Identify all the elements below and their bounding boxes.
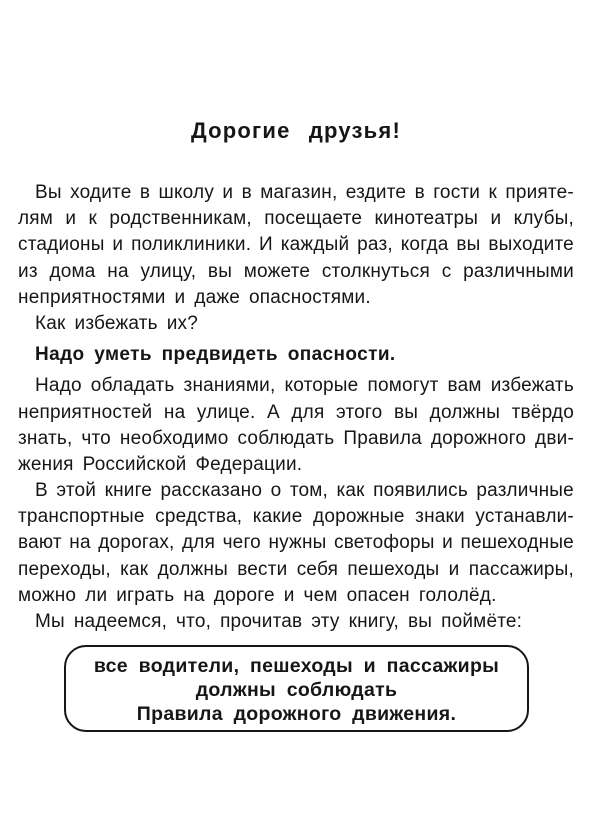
text-line: вают на дорогах, для чего нужны светофоры и пешеходные [18,532,574,554]
rules-box-line: все водители, пешеходы и пассажиры [93,655,500,677]
text-line: знать, что необходимо соблюдать Правила дорожного дви- [18,427,574,449]
text-line: неприятностей на улице. А для этого вы должны твёрдо [18,401,574,423]
rules-box-line: должны соблюдать [195,679,398,701]
page-title: Дорогие друзья! [191,118,401,143]
text-line: стадионы и поликлиники. И каждый раз, когда вы выходите [18,234,574,256]
text-line: жения Российской Федерации. [18,453,303,475]
rules-box [64,645,529,732]
text-line: лям и к родственникам, посещаете кинотеатры и клубы, [18,208,574,230]
conclusion-lead-line: Мы надеемся, что, прочитав эту книгу, вы поймёте: [35,611,523,632]
intro-question-line: Как избежать их? [35,312,198,334]
rules-box-line: Правила дорожного движения. [136,703,457,725]
body-text [18,180,574,635]
text-line: Надо обладать знаниями, которые помогут вам избежать [35,375,574,397]
key-statement-heading: Надо уметь предвидеть опасности. [35,344,396,366]
text-line: из дома на улицу, вы можете столкнуться с различными [18,260,574,282]
paragraph-3 [18,478,574,635]
text-line: можно ли играть на дороге и чем опасен гололёд. [18,584,497,606]
text-line: В этой книге рассказано о том, как появились различные [35,480,574,502]
text-line: переходы, как должны вести себя пешеходы и пассажиры, [18,558,574,580]
text-line: транспортные средства, какие дорожные знаки устанавли- [18,506,574,528]
text-line: неприятностями и даже опасностями. [18,286,371,308]
text-line: Вы ходите в школу и в магазин, ездите в гости к прияте- [35,182,574,203]
paragraph-1 [18,180,574,337]
paragraph-2 [18,373,574,478]
